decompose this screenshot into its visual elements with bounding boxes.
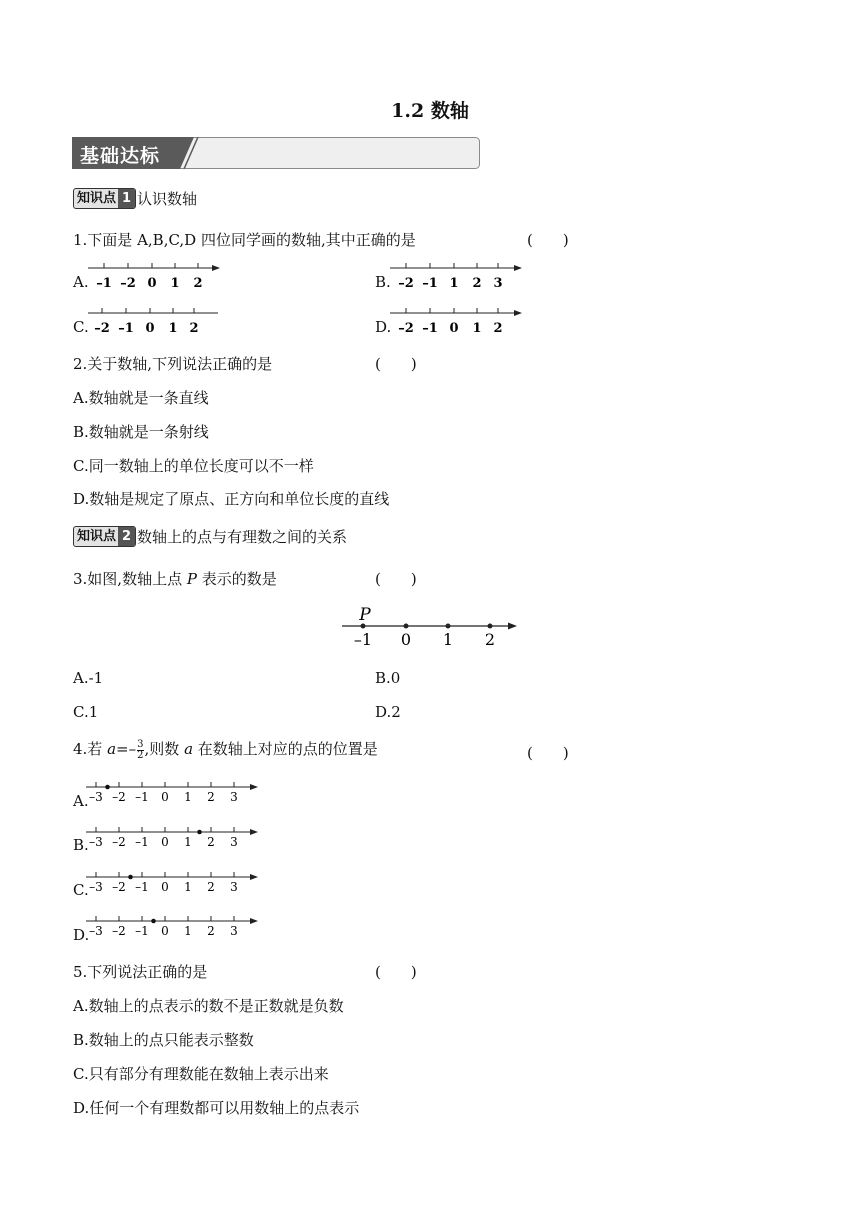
variable-a: a <box>107 740 117 758</box>
tick-label: 0 <box>161 835 169 849</box>
tick-label: –3 <box>89 880 103 894</box>
stem-text: ,则数 <box>144 740 180 758</box>
kp-badge-number: 1 <box>118 189 135 208</box>
stem-text: 3.如图,数轴上点 <box>73 570 183 588</box>
q3-number-line-figure <box>340 600 520 650</box>
tick-label: 1 <box>449 276 459 291</box>
q1-option-d-label: D. <box>375 318 392 336</box>
knowledge-point-1 <box>73 188 197 210</box>
question-2-stem: 2.关于数轴,下列说法正确的是 <box>73 355 273 373</box>
tick-label: –2 <box>112 880 126 894</box>
fraction-numerator: 3 <box>137 738 144 750</box>
tick-label: 0 <box>161 880 169 894</box>
q1-option-d-axis <box>390 304 525 338</box>
tick-label: –1 <box>135 924 149 938</box>
tick-label: 1 <box>442 630 454 649</box>
fraction-denominator: 2 <box>137 749 144 761</box>
tick-label: 2 <box>493 321 503 336</box>
tick-label: 0 <box>147 276 157 291</box>
page-title: 1.2 数轴 <box>391 100 469 122</box>
tick-label: 3 <box>230 880 238 894</box>
tick-label: –2 <box>94 321 110 336</box>
tick-label: –2 <box>398 276 414 291</box>
tick-label: –2 <box>112 790 126 804</box>
q4-option-b-axis <box>84 825 260 849</box>
tick-label: –1 <box>135 880 149 894</box>
q3-option-a: A.-1 <box>73 669 104 687</box>
tick-label: 1 <box>168 321 178 336</box>
q1-option-c-axis <box>88 304 223 338</box>
q4-option-d-axis <box>84 914 260 938</box>
variable-a: a <box>184 740 194 758</box>
axis-arrow <box>250 784 258 790</box>
kp-badge-label: 知识点 <box>77 191 117 206</box>
tick-label: 1 <box>170 276 180 291</box>
point-a <box>128 875 133 880</box>
tick-label: 3 <box>230 835 238 849</box>
question-4-stem <box>73 738 378 761</box>
knowledge-point-2 <box>73 526 347 548</box>
knowledge-point-title: 数轴上的点与有理数之间的关系 <box>137 528 348 546</box>
tick-label: 2 <box>207 790 215 804</box>
q4-option-b-label: B. <box>73 836 89 854</box>
knowledge-point-badge <box>73 526 136 547</box>
q2-option-b: B.数轴就是一条射线 <box>73 423 209 441</box>
point-a <box>105 785 110 790</box>
tick-label: 0 <box>145 321 155 336</box>
q1-option-b-label: B. <box>375 273 391 291</box>
kp-badge-label: 知识点 <box>77 529 117 544</box>
tick-label: 1 <box>184 880 192 894</box>
q3-option-c: C.1 <box>73 703 99 721</box>
tick-label: 2 <box>207 835 215 849</box>
tick-label: –1 <box>422 321 438 336</box>
point-p-label: P <box>359 605 371 625</box>
answer-paren: ( ) <box>527 231 569 249</box>
q4-option-c-axis <box>84 870 260 894</box>
stem-text: 在数轴上对应的点的位置是 <box>197 740 378 758</box>
knowledge-point-title: 认识数轴 <box>137 190 198 208</box>
answer-paren: ( ) <box>375 355 417 373</box>
q4-option-a-label: A. <box>73 792 89 810</box>
q4-option-c-label: C. <box>73 881 89 899</box>
stem-text: =– <box>116 740 137 758</box>
stem-text: 表示的数是 <box>201 570 277 588</box>
tick-label: 2 <box>189 321 199 336</box>
answer-paren: ( ) <box>375 570 417 588</box>
tick-label: 1 <box>184 924 192 938</box>
tick-label: 2 <box>472 276 482 291</box>
answer-paren: ( ) <box>375 963 417 981</box>
tick-label: –2 <box>112 835 126 849</box>
tick-label: 2 <box>193 276 203 291</box>
q2-option-a: A.数轴就是一条直线 <box>73 389 209 407</box>
answer-paren: ( ) <box>527 744 569 762</box>
q1-option-a-axis <box>88 259 223 293</box>
tick-label: 3 <box>230 790 238 804</box>
question-1-stem: 1.下面是 A,B,C,D 四位同学画的数轴,其中正确的是 <box>73 231 416 249</box>
section-banner <box>72 137 480 169</box>
tick-label: –2 <box>112 924 126 938</box>
tick-label: 2 <box>484 630 496 649</box>
variable-p: P <box>186 570 197 588</box>
q3-option-d: D.2 <box>375 703 401 721</box>
tick-label: 3 <box>493 276 503 291</box>
tick-label: 1 <box>472 321 482 336</box>
q5-option-a: A.数轴上的点表示的数不是正数就是负数 <box>73 997 344 1015</box>
q5-option-d: D.任何一个有理数都可以用数轴上的点表示 <box>73 1099 360 1117</box>
point-a <box>197 830 202 835</box>
knowledge-point-badge <box>73 188 136 209</box>
tick-label: –1 <box>422 276 438 291</box>
axis-arrow <box>250 918 258 924</box>
tick-label: 1 <box>184 835 192 849</box>
tick-label: 0 <box>449 321 459 336</box>
q4-option-a-axis <box>84 780 260 804</box>
q5-option-b: B.数轴上的点只能表示整数 <box>73 1031 254 1049</box>
tick-label: 1 <box>184 790 192 804</box>
tick-label: 3 <box>230 924 238 938</box>
question-3-stem <box>73 568 277 589</box>
tick-label: –1 <box>96 276 112 291</box>
q5-option-c: C.只有部分有理数能在数轴上表示出来 <box>73 1065 329 1083</box>
q4-option-d-label: D. <box>73 926 90 944</box>
axis-arrow <box>250 874 258 880</box>
fraction <box>137 740 143 761</box>
tick-label: 0 <box>161 790 169 804</box>
tick-label: –1 <box>353 630 373 649</box>
question-5-stem: 5.下列说法正确的是 <box>73 963 208 981</box>
banner-label: 基础达标 <box>80 145 161 167</box>
q1-option-a-label: A. <box>73 273 89 291</box>
tick-label: 2 <box>207 924 215 938</box>
q1-option-c-label: C. <box>73 318 89 336</box>
tick-label: 0 <box>161 924 169 938</box>
axis-arrow <box>250 829 258 835</box>
tick-label: 2 <box>207 880 215 894</box>
q2-option-d: D.数轴是规定了原点、正方向和单位长度的直线 <box>73 490 390 508</box>
q2-option-c: C.同一数轴上的单位长度可以不一样 <box>73 457 314 475</box>
tick-label: 0 <box>400 630 412 649</box>
tick-label: –1 <box>135 790 149 804</box>
q1-option-b-axis <box>390 259 525 293</box>
q3-option-b: B.0 <box>375 669 401 687</box>
kp-badge-number: 2 <box>118 527 135 546</box>
stem-text: 4.若 <box>73 740 103 758</box>
tick-label: –2 <box>398 321 414 336</box>
point-a <box>151 919 156 924</box>
tick-label: –1 <box>135 835 149 849</box>
tick-label: –1 <box>118 321 134 336</box>
tick-label: –3 <box>89 835 103 849</box>
tick-label: –3 <box>89 790 103 804</box>
tick-label: –3 <box>89 924 103 938</box>
tick-label: –2 <box>120 276 136 291</box>
